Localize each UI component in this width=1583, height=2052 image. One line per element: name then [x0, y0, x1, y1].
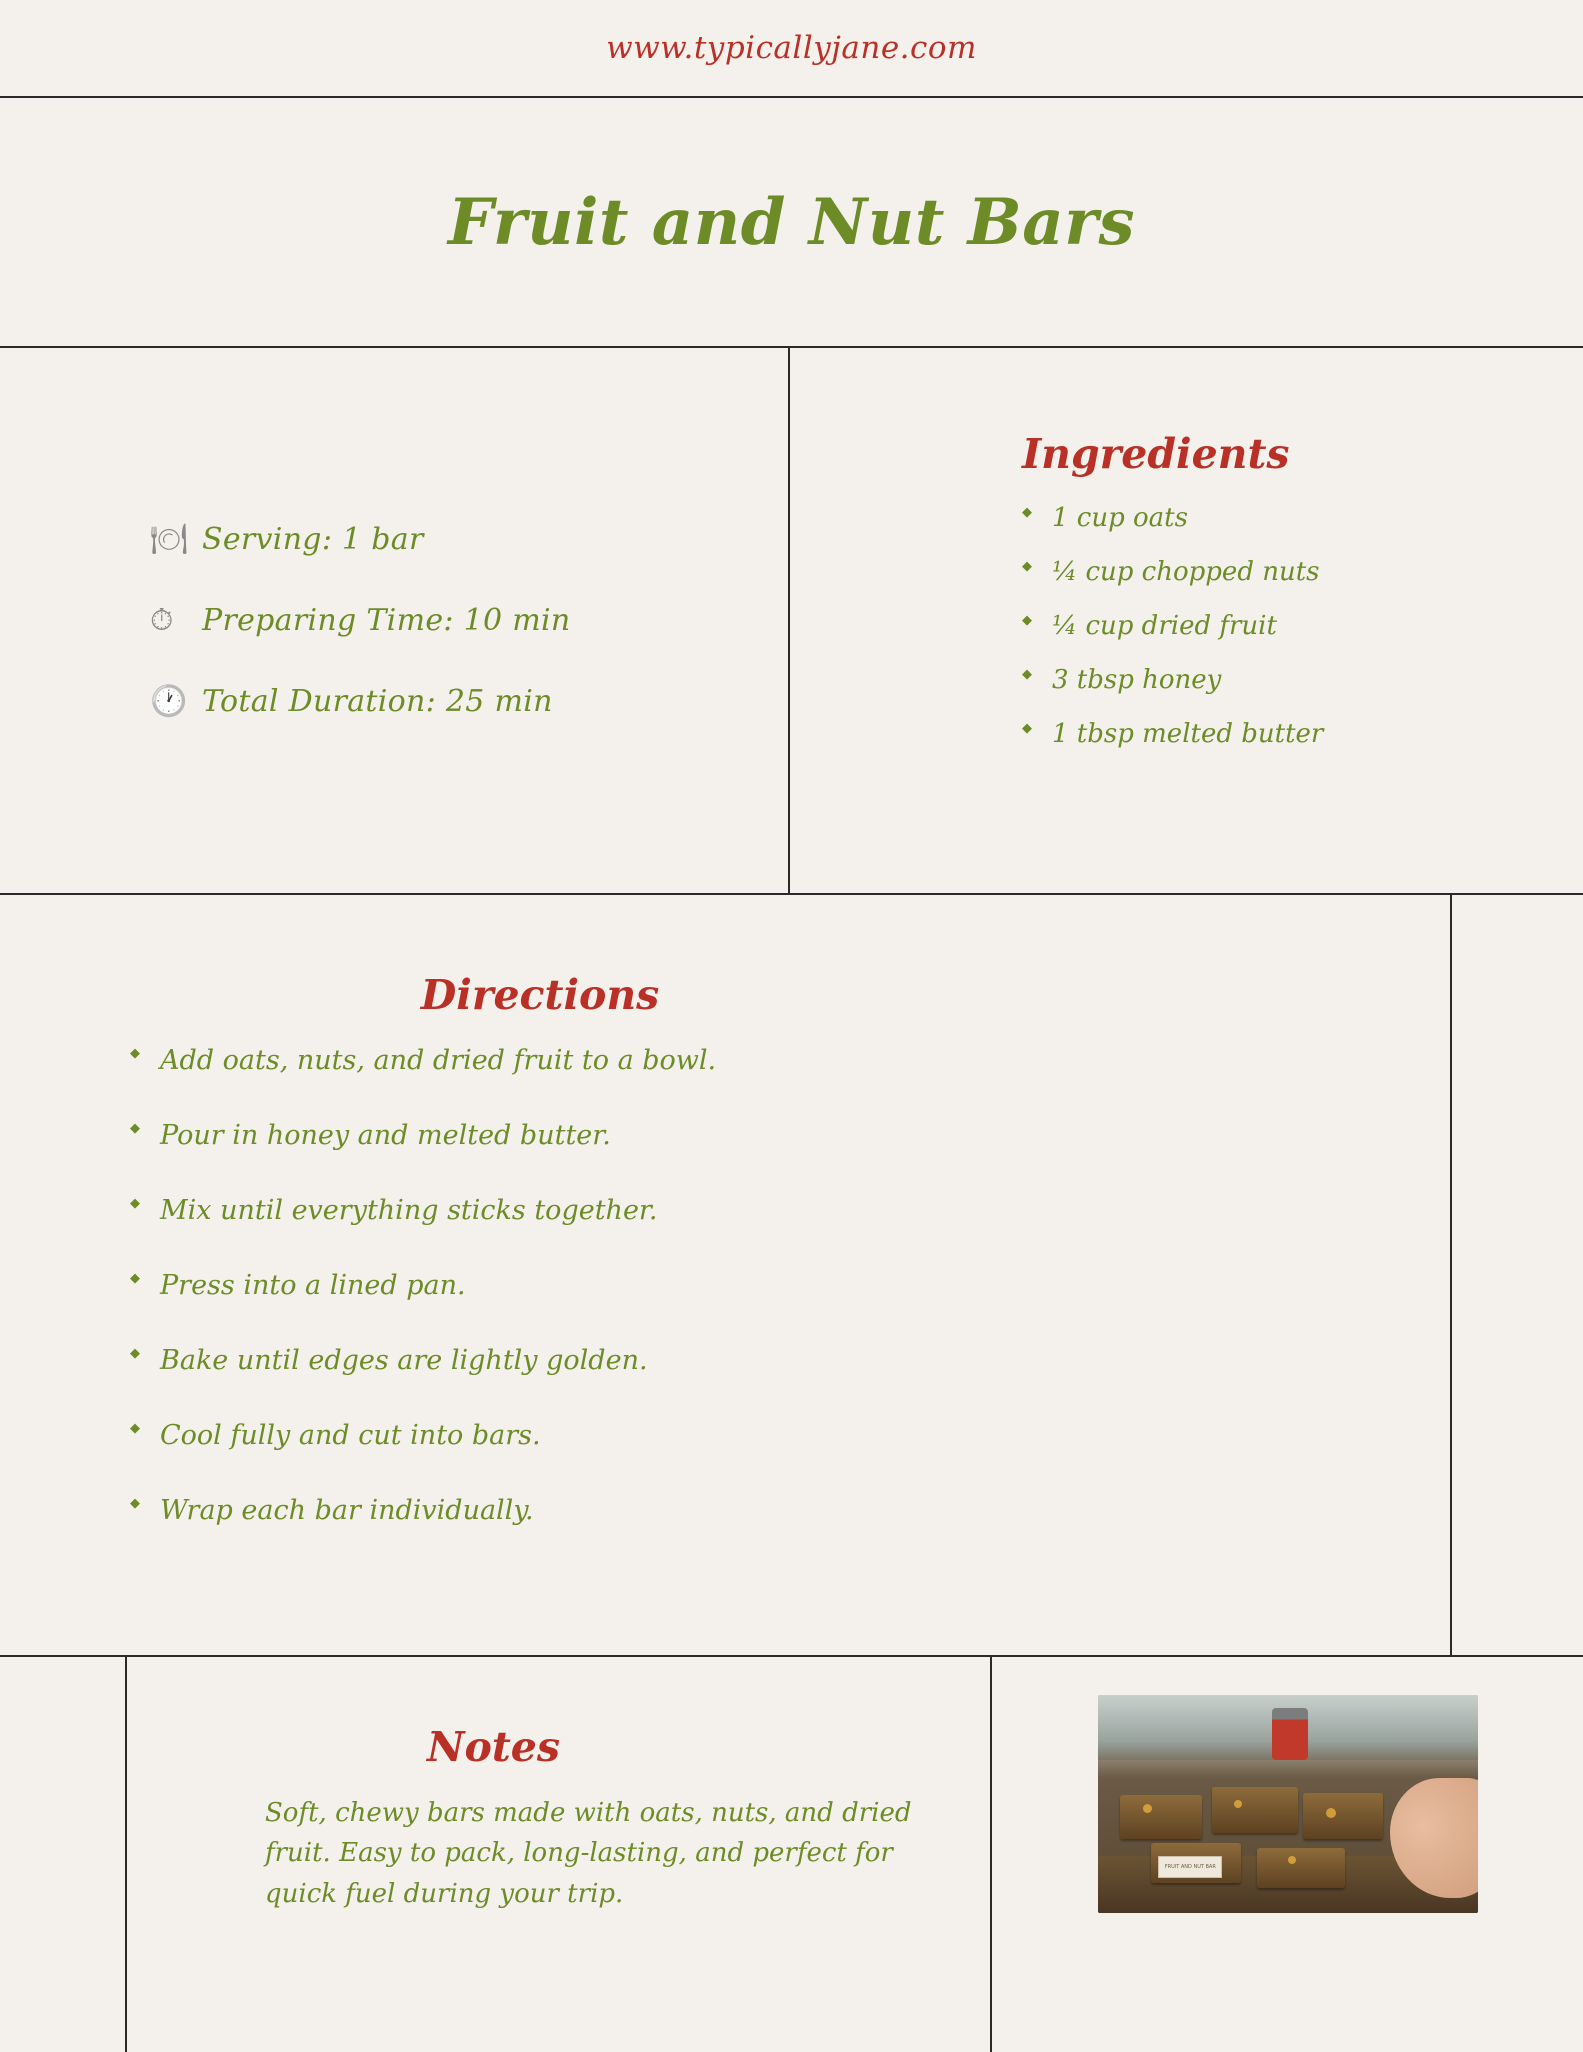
meta-item-serving: [150, 522, 788, 557]
directions-row: [0, 895, 1583, 1657]
list-item: ◆ Bake until edges are lightly golden.: [130, 1345, 1390, 1376]
directions-column: [0, 895, 1452, 1655]
photo-bar: [1120, 1795, 1202, 1839]
photo-bar: [1212, 1787, 1298, 1833]
meta-item-total-duration: [150, 684, 788, 719]
meta-prep-time-text: Preparing Time: 10 min: [202, 603, 571, 638]
list-item: ◆ Pour in honey and melted butter.: [130, 1120, 1390, 1151]
photo-crumb: [1234, 1800, 1242, 1808]
photo-canister: [1272, 1708, 1308, 1760]
stopwatch-icon: ⏱: [150, 602, 174, 638]
list-item: ◆ ¼ cup chopped nuts: [1022, 558, 1523, 588]
directions-side-gutter: [1452, 895, 1583, 1655]
page-title: Fruit and Nut Bars: [448, 184, 1135, 260]
notes-text: Soft, chewy bars made with oats, nuts, and dried fruit. Easy to pack, long-lasting, and perfect for quick fuel during your trip.: [265, 1798, 912, 1909]
meta-item-prep-time: [150, 603, 788, 638]
notes-row: [0, 1657, 1583, 2052]
notes-column: [127, 1657, 992, 2052]
list-item: ◆ Add oats, nuts, and dried fruit to a bowl.: [130, 1045, 1390, 1076]
photo-crumb: [1288, 1856, 1296, 1864]
list-item: ◆ 3 tbsp honey: [1022, 666, 1523, 696]
site-url: www.typicallyjane.com: [606, 30, 977, 66]
list-item: ◆ Mix until everything sticks together.: [130, 1195, 1390, 1226]
recipe-photo: [1098, 1695, 1478, 1913]
list-item: ◆ Press into a lined pan.: [130, 1270, 1390, 1301]
title-band: [0, 98, 1583, 348]
list-item: ◆ Cool fully and cut into bars.: [130, 1420, 1390, 1451]
photo-crumb: [1326, 1808, 1336, 1818]
plate-icon: 🍽: [150, 521, 189, 557]
meta-total-duration-text: Total Duration: 25 min: [202, 684, 553, 719]
list-item: ◆ 1 cup oats: [1022, 504, 1523, 534]
photo-bar: [1303, 1793, 1383, 1839]
ingredients-heading: Ingredients: [1022, 430, 1290, 478]
notes-heading: Notes: [427, 1723, 560, 1771]
photo-bar-label: FRUIT AND NUT BAR: [1158, 1856, 1222, 1878]
notes-left-gutter: [0, 1657, 127, 2052]
clock-icon: 🕐: [150, 683, 188, 719]
site-header: [0, 0, 1583, 98]
photo-column: [992, 1657, 1583, 2052]
ingredients-column: [790, 348, 1583, 893]
meta-column: [0, 348, 790, 893]
meta-ingredients-row: [0, 348, 1583, 895]
meta-serving-text: Serving: 1 bar: [202, 522, 424, 557]
directions-list: [130, 1045, 1390, 1526]
list-item: ◆ ¼ cup dried fruit: [1022, 612, 1523, 642]
list-item: ◆ 1 tbsp melted butter: [1022, 720, 1523, 750]
list-item: ◆ Wrap each bar individually.: [130, 1495, 1390, 1526]
photo-bar: [1257, 1848, 1345, 1888]
ingredients-list: [960, 504, 1523, 749]
directions-heading: Directions: [420, 971, 660, 1019]
